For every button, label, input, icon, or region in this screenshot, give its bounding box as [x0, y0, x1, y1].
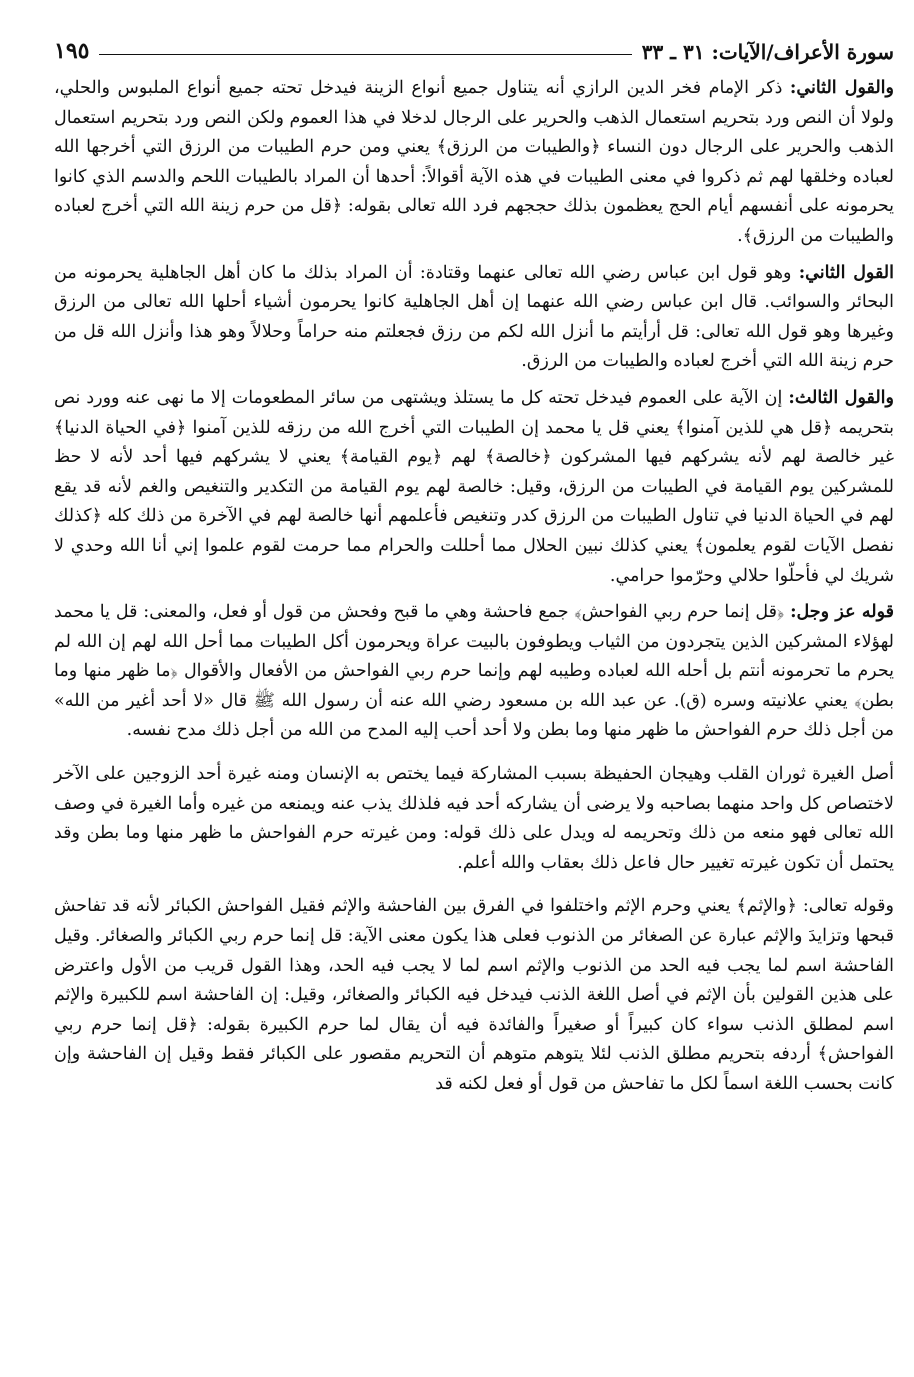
document-page	[54, 30, 894, 1100]
paragraph-fawahish	[54, 598, 894, 746]
paragraph-third-opinion	[54, 384, 894, 591]
paragraph-text: وقوله تعالى: ﴿والإثم﴾ يعني وحرم الإثم واختلفوا في الفرق بين الفاحشة والإثم فقيل الفواحش الكبائر لأنه قد تفاحش قبحها وتزايدَ والإثم عبارة عن الصغائر من الذنوب فعلى هذا يكون معنى الآية: قل إنما حرم ربي الكبائر والصغائر. وقيل الفاحشة اسم لما يجب فيه الحد من الذنوب والإثم اسم لما لا يجب فيه الحد، وهذا القول قريب من الأول واعترض على هذين القولين بأن الإثم في أصل اللغة الذنب فيدخل فيه الكبائر والصغائر، وقيل: إن الفاحشة اسم للكبيرة والإثم اسم لمطلق الذنب سواء كان كبيراً أو صغيراً والفائدة فيه أن يقال لما حرم الكبيرة بقوله: ﴿قل إنما حرم ربي الفواحش﴾ أردفه بتحريم مطلق الذنب لئلا يتوهم متوهم أن التحريم مقصور على الكبائر فقط وقيل إن الفاحشة وإن كانت بحسب اللغة اسماً لكل ما تفاحش من قول أو فعل لكنه قد	[54, 896, 894, 1094]
page-number: ١٩٥	[54, 38, 90, 64]
paragraph-lead: والقول الثاني:	[789, 78, 894, 98]
paragraph-ghayra	[54, 760, 894, 878]
paragraph-text: وهو قول ابن عباس رضي الله تعالى عنهما وقتادة: أن المراد بذلك ما كان أهل الجاهلية يحرمونه من البحائر والسوائب. قال ابن عباس رضي الله عنهما إن أهل الجاهلية كانوا يحرمون أشياء أحلها الله تعالى من الرزق وغيرها وهو قول الله تعالى: قل أرأيتم ما أنزل الله لكم من رزق فجعلتم منه حراماً وحلالاً وهو هذا وأنزل الله قل من حرم زينة الله التي أخرج لعباده والطيبات من الرزق.	[54, 262, 894, 372]
paragraph-text: ذكر الإمام فخر الدين الرازي أنه يتناول جميع أنواع الزينة فيدخل تحته جميع أنواع الملبوس والحلي، ولولا أن النص ورد بتحريم استعمال الذهب والحرير على الرجال لدخلا في هذا العموم ولكن النص ورد بتحريم استعمال الذهب والحرير على الرجال دون النساء ﴿والطيبات من الرزق﴾ يعني ومن حرم الطيبات من الرزق التي أخرجها الله لعباده وخلقها لهم ثم ذكروا في معنى الطيبات في هذه الآية أقوالاً: أحدها أن المراد بالطيبات اللحم والدسم الذي كانوا يحرمونه على أنفسهم أيام الحج يعظمون بذلك حججهم فرد الله تعالى بقوله: ﴿قل من حرم زينة الله التي أخرج لعباده والطيبات من الرزق﴾.	[54, 78, 894, 246]
paragraph-lead: والقول الثالث:	[788, 387, 894, 408]
paragraph-lead: القول الثاني:	[798, 262, 894, 283]
paragraph-text: أصل الغيرة ثوران القلب وهيجان الحفيظة بسبب المشاركة فيما يختص به الإنسان ومنه غيرة أحد الزوجين على الآخر لاختصاص كل واحد منهما بصاحبه ولا يرضى أن يشاركه أحد فيه فلذلك يذب عنه ويمنعه من غيره وأما الغيرة في وصف الله تعالى فهو منعه من ذلك وتحريمه له ويدل على ذلك قوله: ومن غيرته حرم الفواحش ما ظهر منها وما بطن وقد يحتمل أن تكون غيرته تغيير حال فاعل ذلك بعقاب والله أعلم.	[54, 764, 894, 873]
surah-title: سورة الأعراف/الآيات: ٣١ ـ ٣٣	[641, 40, 894, 64]
header-rule	[99, 54, 631, 55]
paragraph-lead: قوله عز وجل:	[790, 602, 894, 623]
paragraph-second-opinion	[54, 74, 894, 252]
paragraph-text: ﴿قل إنما حرم ربي الفواحش﴾ جمع فاحشة وهي ما قبح وفحش من قول أو فعل، والمعنى: قل يا محمد لهؤلاء المشركين الذين يتجردون من الثياب ويطوفون بالبيت عراة ويحرمون أكل الطيبات مما أحل الله لهم إن الله لم يحرم ما تحرمونه أنتم بل أحله الله لعباده وطيبه لهم وإنما حرم ربي الفواحش من الأفعال والأقوال ﴿ما ظهر منها وما بطن﴾ يعني علانيته وسره (ق). عن عبد الله بن مسعود رضي الله عنه أن رسول الله ﷺ قال «لا أحد أغير من الله» من أجل ذلك حرم الفواحش ما ظهر منها وما بطن ولا أحد أحب إليه المدح من الله من أجل ذلك مدح نفسه.	[54, 602, 894, 741]
paragraph-ibn-abbas	[54, 259, 894, 377]
paragraph-text: إن الآية على العموم فيدخل تحته كل ما يستلذ ويشتهى من سائر المطعومات إلا ما نهى عنه وورد نص بتحريمه ﴿قل هي للذين آمنوا﴾ يعني قل يا محمد إن الطيبات التي أخرج الله من رزقه للذين آمنوا ﴿في الحياة الدنيا﴾ غير خالصة لهم لأنه يشركهم فيها المشركون ﴿خالصة﴾ لهم ﴿يوم القيامة﴾ يعني لا يشركهم فيها أحد لأنه لا حظ للمشركين يوم القيامة في الطيبات من الرزق، وقيل: خالصة لهم يوم القيامة من التكدير والتنغيص والغم لأنه قد يقع لهم في الحياة الدنيا في تناول الطيبات من الرزق كدر وتنغيص فأعلمهم أنها خالصة لهم في الآخرة من ذلك كله ﴿كذلك نفصل الآيات لقوم يعلمون﴾ يعني كذلك نبين الحلال مما أحللت والحرام مما حرمت لقوم علموا إني أنا الله وحدي لا شريك لي فأحلّوا حلالي وحرّموا حرامي.	[54, 387, 894, 586]
paragraph-ithm	[54, 892, 894, 1099]
page-header	[54, 30, 894, 64]
